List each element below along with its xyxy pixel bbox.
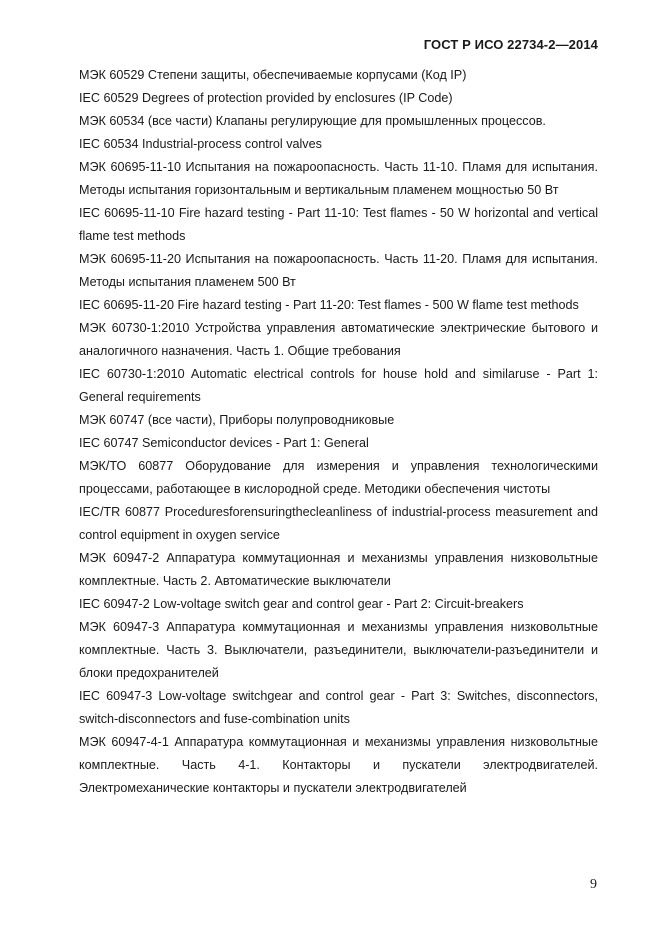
reference-entry: МЭК 60747 (все части), Приборы полупроводниковые [79,413,395,427]
page-number: 9 [590,877,597,892]
reference-entry: МЭК 60534 (все части) Клапаны регулирующие для промышленных процессов. [79,114,546,128]
reference-entry: МЭК/ТО 60877 Оборудование для измерения и управления технологическими процессами, работающее в кислородной среде. Методики обеспечения чистоты [79,459,598,496]
reference-entry: МЭК 60947-4-1 Аппаратура коммутационная и механизмы управления низковольтные комплектные. Часть 4-1. Контакторы и пускатели электродвигателей. Электромеханические контакторы и пускатели электродвигателей [79,735,598,795]
reference-entry: МЭК 60730-1:2010 Устройства управления автоматические электрические бытового и аналогичного назначения. Часть 1. Общие требования [79,321,598,358]
reference-entry: IEC/TR 60877 Proceduresforensuringthecleanliness of industrial-process measurement and control equipment in oxygen service [79,505,598,542]
reference-entry: IEC 60695-11-20 Fire hazard testing - Part 11-20: Test flames - 500 W flame test methods [79,298,579,312]
reference-entry: IEC 60947-2 Low-voltage switch gear and control gear - Part 2: Circuit-breakers [79,597,524,611]
reference-entry: МЭК 60695-11-20 Испытания на пожароопасность. Часть 11-20. Пламя для испытания. Методы испытания пламенем 500 Вт [79,252,598,289]
reference-entry: МЭК 60695-11-10 Испытания на пожароопасность. Часть 11-10. Пламя для испытания. Методы испытания горизонтальным и вертикальным пламенем мощностью 50 Вт [79,160,598,197]
reference-entry: МЭК 60529 Степени защиты, обеспечиваемые корпусами (Код IP) [79,68,467,82]
reference-entry: IEC 60529 Degrees of protection provided by enclosures (IP Code) [79,91,453,105]
reference-entry: IEC 60747 Semiconductor devices - Part 1: General [79,436,369,450]
reference-entry: МЭК 60947-2 Аппаратура коммутационная и механизмы управления низковольтные комплектные. Часть 2. Автоматические выключатели [79,551,598,588]
reference-entry: IEC 60695-11-10 Fire hazard testing - Part 11-10: Test flames - 50 W horizontal and vertical flame test methods [79,206,598,243]
reference-entry: IEC 60730-1:2010 Automatic electrical controls for house hold and similaruse - Part 1: General requirements [79,367,598,404]
reference-entry: IEC 60947-3 Low-voltage switchgear and control gear - Part 3: Switches, disconnectors, switch-disconnectors and fuse-combination units [79,689,598,726]
reference-list [79,64,598,800]
reference-entry: IEC 60534 Industrial-process control valves [79,137,322,151]
document-header: ГОСТ Р ИСО 22734-2—2014 [423,37,598,52]
reference-entry: МЭК 60947-3 Аппаратура коммутационная и механизмы управления низковольтные комплектные. Часть 3. Выключатели, разъединители, выключатели-разъединители и блоки предохранителей [79,620,598,680]
